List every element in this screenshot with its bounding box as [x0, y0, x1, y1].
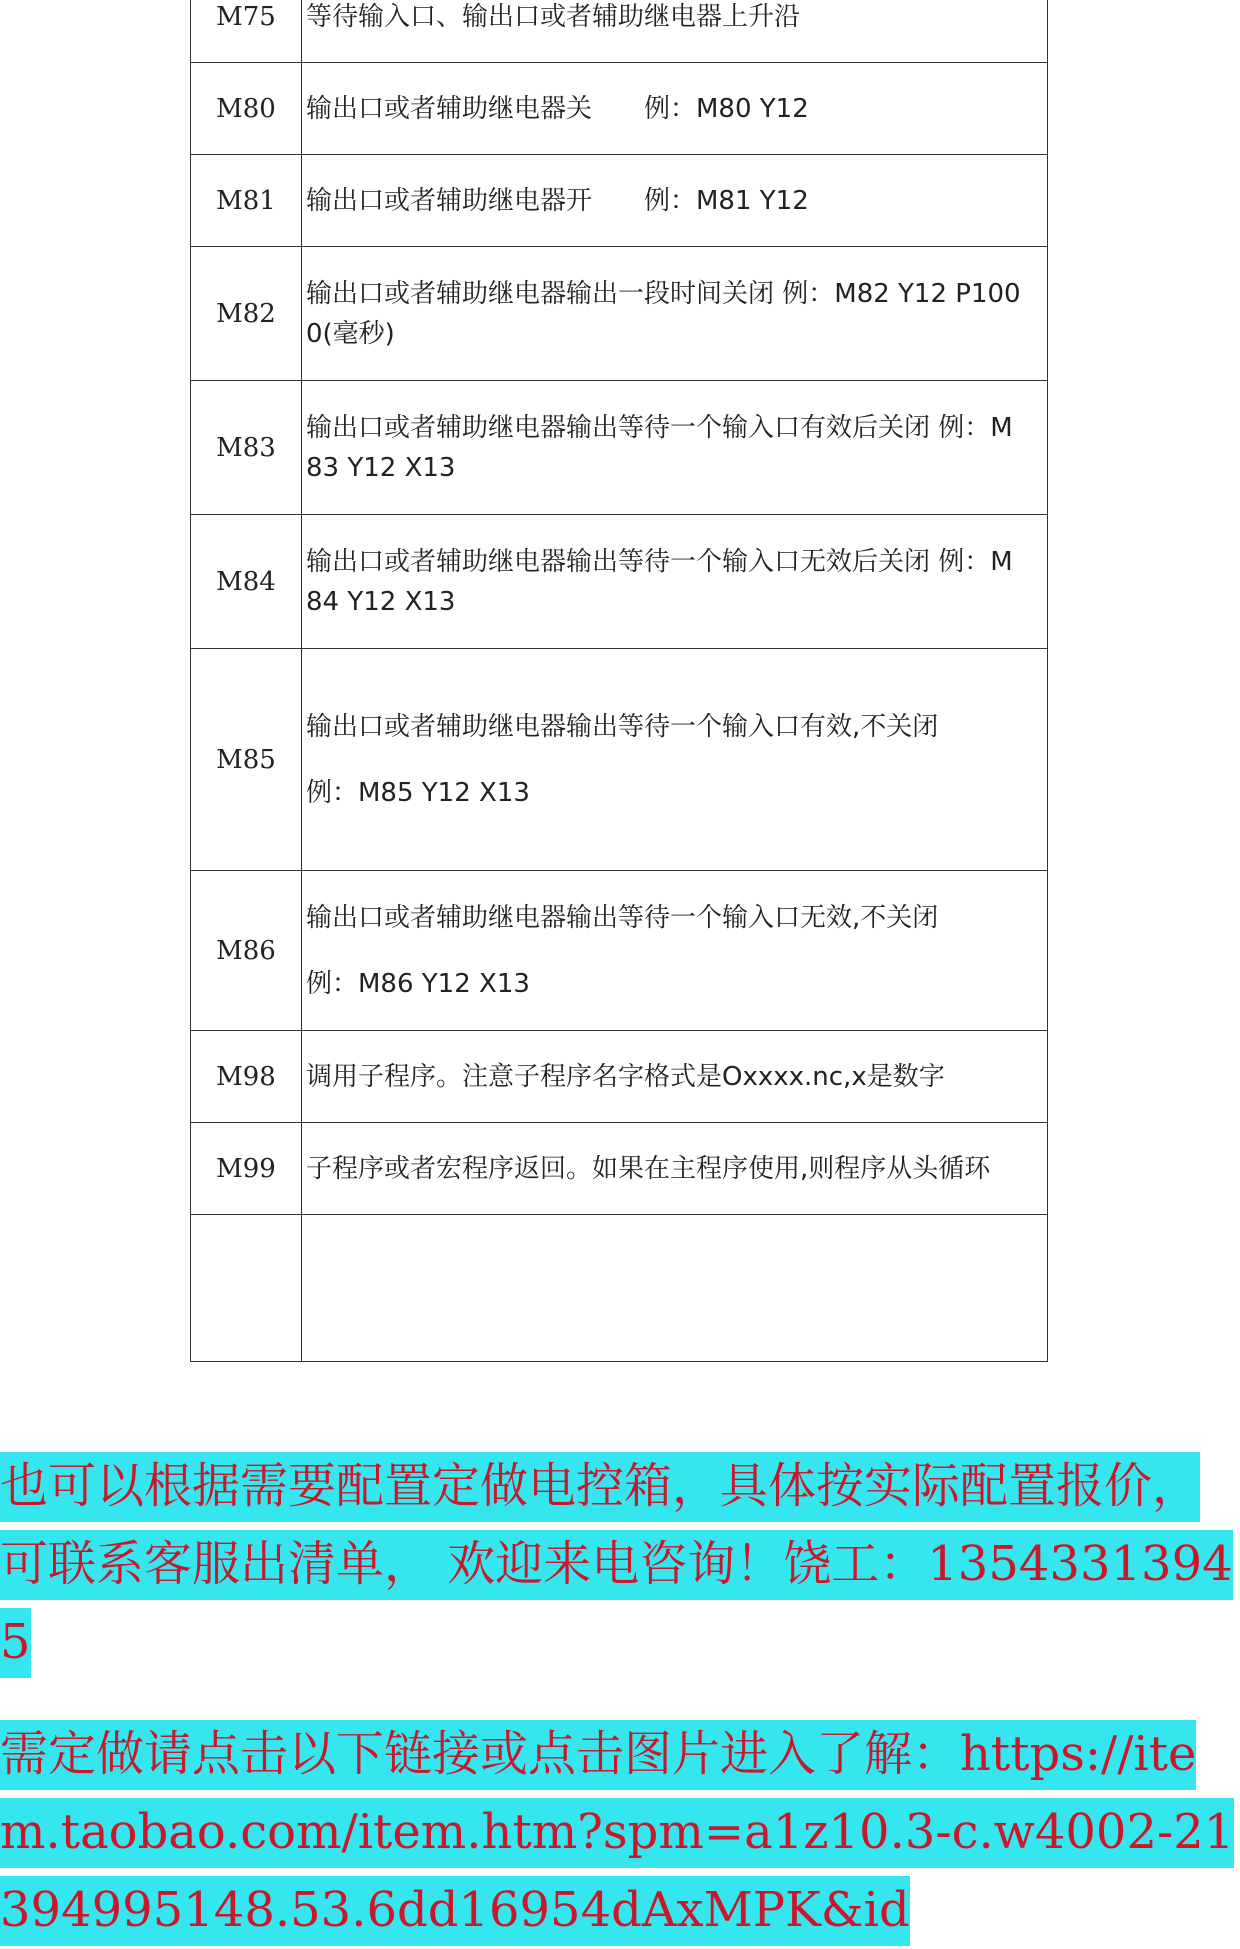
table-row	[191, 1215, 1048, 1362]
description-line: 输出口或者辅助继电器开 例：M81 Y12	[306, 185, 809, 216]
taobao-link-text[interactable]: 需定做请点击以下链接或点击图片进入了解：https://item.taobao.com/item.htm?spm=a1z10.3-c.w4002-21394995148.53.6dd16954dAxMPK&id	[0, 1720, 1234, 1946]
m-code-description-cell	[302, 381, 1048, 515]
m-code-cell	[191, 1215, 302, 1362]
m-code-description-cell	[302, 0, 1048, 63]
custom-control-box-notice	[0, 1447, 1240, 1681]
m-code-cell: M75	[191, 0, 302, 63]
description-line: 84 Y12 X13	[306, 586, 456, 617]
table-row	[191, 155, 1048, 247]
m-code-cell: M99	[191, 1123, 302, 1215]
custom-control-box-text: 也可以根据需要配置定做电控箱，具体按实际配置报价，可联系客服出清单， 欢迎来电咨询！饶工：13543313945	[0, 1452, 1233, 1678]
table-row	[191, 515, 1048, 649]
description-line: 例：M85 Y12 X13	[306, 777, 530, 808]
m-code-description-cell	[302, 247, 1048, 381]
taobao-link-notice[interactable]	[0, 1715, 1240, 1949]
description-line: 输出口或者辅助继电器关 例：M80 Y12	[306, 93, 809, 124]
description-line: 输出口或者辅助继电器输出等待一个输入口有效后关闭 例：M	[306, 412, 1013, 443]
m-code-cell: M85	[191, 649, 302, 871]
table-row	[191, 871, 1048, 1031]
m-code-cell: M98	[191, 1031, 302, 1123]
table-row	[191, 0, 1048, 63]
table-row	[191, 649, 1048, 871]
description-line: 调用子程序。注意子程序名字格式是Oxxxx.nc,x是数字	[306, 1061, 945, 1092]
description-line: 输出口或者辅助继电器输出等待一个输入口无效,不关闭	[306, 902, 939, 933]
m-code-cell: M82	[191, 247, 302, 381]
description-line: 输出口或者辅助继电器输出等待一个输入口有效,不关闭	[306, 711, 939, 742]
description-line: 83 Y12 X13	[306, 452, 456, 483]
m-code-description-cell	[302, 649, 1048, 871]
description-line: 0(毫秒)	[306, 318, 395, 349]
table-row	[191, 247, 1048, 381]
m-code-description-cell	[302, 515, 1048, 649]
m-code-description-cell	[302, 871, 1048, 1031]
table-row	[191, 1123, 1048, 1215]
m-code-cell: M83	[191, 381, 302, 515]
description-spacer	[306, 747, 1045, 773]
table-row	[191, 1031, 1048, 1123]
description-line: 例：M86 Y12 X13	[306, 968, 530, 999]
m-code-cell: M80	[191, 63, 302, 155]
description-line: 输出口或者辅助继电器输出一段时间关闭 例：M82 Y12 P100	[306, 278, 1021, 309]
m-code-description-cell	[302, 1215, 1048, 1362]
m-code-description-cell	[302, 1031, 1048, 1123]
table-row	[191, 63, 1048, 155]
m-code-description-cell	[302, 1123, 1048, 1215]
table-row	[191, 381, 1048, 515]
m-code-description-cell	[302, 155, 1048, 247]
description-line: 等待输入口、输出口或者辅助继电器上升沿	[306, 1, 801, 32]
m-code-cell: M81	[191, 155, 302, 247]
m-code-cell: M84	[191, 515, 302, 649]
m-code-cell: M86	[191, 871, 302, 1031]
m-code-table-body	[191, 0, 1048, 1362]
m-code-table	[190, 0, 1048, 1362]
description-line: 子程序或者宏程序返回。如果在主程序使用,则程序从头循环	[306, 1153, 991, 1184]
description-line: 输出口或者辅助继电器输出等待一个输入口无效后关闭 例：M	[306, 546, 1013, 577]
description-spacer	[306, 938, 1045, 964]
m-code-description-cell	[302, 63, 1048, 155]
